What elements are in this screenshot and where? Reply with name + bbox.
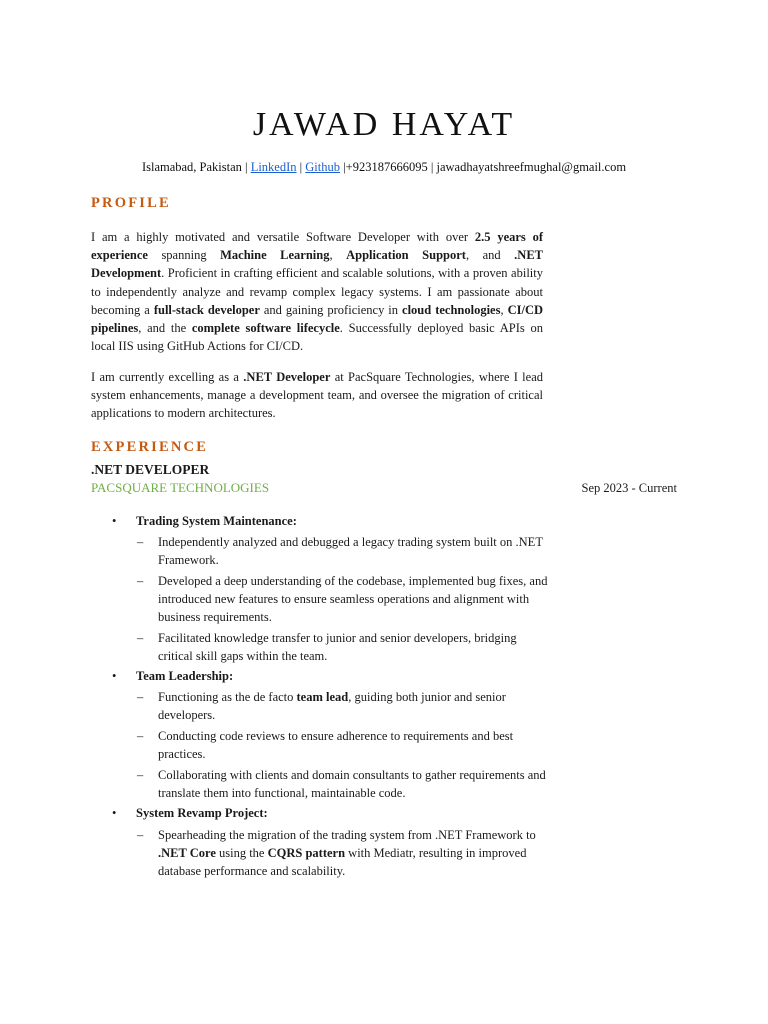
candidate-name: JAWAD HAYAT [252, 106, 516, 143]
bullet-dot-icon: • [112, 669, 117, 684]
sub-bullet-item: – Conducting code reviews to ensure adherence to requirements and best practices. [137, 729, 514, 762]
dash-icon: – [137, 574, 144, 589]
experience-bullets [91, 512, 551, 882]
contact-line: Islamabad, Pakistan | LinkedIn | Github |+923187666095 | jawadhayatshreefmughal@gmail.com [141, 160, 627, 174]
bullet-dot-icon: • [112, 806, 117, 821]
github-link[interactable]: Github [305, 160, 341, 174]
sub-bullet-item: – Developed a deep understanding of the codebase, implemented bug fixes, and introduced new features to ensure seamless operations and alignment with business requirements. [137, 574, 548, 625]
profile-heading: PROFILE [91, 195, 171, 211]
sub-bullet-item: – Facilitated knowledge transfer to junior and senior developers, bridging critical skill gaps within the team. [137, 631, 517, 664]
bullet-title: System Revamp Project: [136, 806, 268, 821]
email-text: jawadhayatshreefmughal@gmail.com [436, 160, 627, 174]
sub-bullet-item: – Collaborating with clients and domain consultants to gather requirements and translate them into functional, maintainable code. [137, 768, 546, 801]
dash-icon: – [137, 827, 144, 842]
bullet-item [91, 804, 551, 822]
profile-paragraph-2: I am currently excelling as a .NET Developer at PacSquare Technologies, where I lead system enhancements, manage a development team, and oversee the migration of critical applications to modern architectures. [91, 370, 544, 421]
bullet-dot-icon: • [112, 514, 117, 528]
job-dates: Sep 2023 - Current [581, 481, 677, 495]
experience-heading: EXPERIENCE [91, 439, 209, 455]
dash-icon: – [137, 768, 144, 783]
dash-icon: – [137, 690, 144, 705]
bullet-item [91, 512, 551, 530]
dash-icon: – [137, 535, 144, 550]
phone-text: +923187666095 [345, 160, 428, 174]
sub-bullet-item: – Independently analyzed and debugged a legacy trading system built on .NET Framework. [137, 535, 543, 568]
sub-bullet-item: – Spearheading the migration of the trading system from .NET Framework to .NET Core using the CQRS pattern with Mediatr, resulting in improved database performance and scalability. [137, 827, 536, 878]
bullet-title: Team Leadership: [136, 669, 234, 684]
location-text: Islamabad, Pakistan [141, 160, 242, 174]
bullet-item [91, 667, 551, 685]
sub-bullet-item: – Functioning as the de facto team lead, guiding both junior and senior developers. [137, 690, 506, 723]
company-name: PACSQUARE TECHNOLOGIES [91, 480, 270, 495]
profile-paragraph-1: I am a highly motivated and versatile Software Developer with over 2.5 years of experience spanning Machine Learning, Application Support, and .NET Development. Proficient in crafting efficient and scalable solutions, with a proven ability to independently analyze and revamp complex legacy systems. I am passionate about becoming a full-stack developer and gaining proficiency in cloud technologies, CI/CD pipelines, and the complete software lifecycle. Successfully deployed basic APIs on local IIS using GitHub Actions for CI/CD. [91, 230, 544, 354]
linkedin-link[interactable]: LinkedIn [250, 160, 297, 174]
dash-icon: – [137, 631, 144, 646]
job-title: .NET DEVELOPER [91, 462, 210, 477]
bullet-title: Trading System Maintenance: [136, 514, 297, 528]
dash-icon: – [137, 729, 144, 744]
